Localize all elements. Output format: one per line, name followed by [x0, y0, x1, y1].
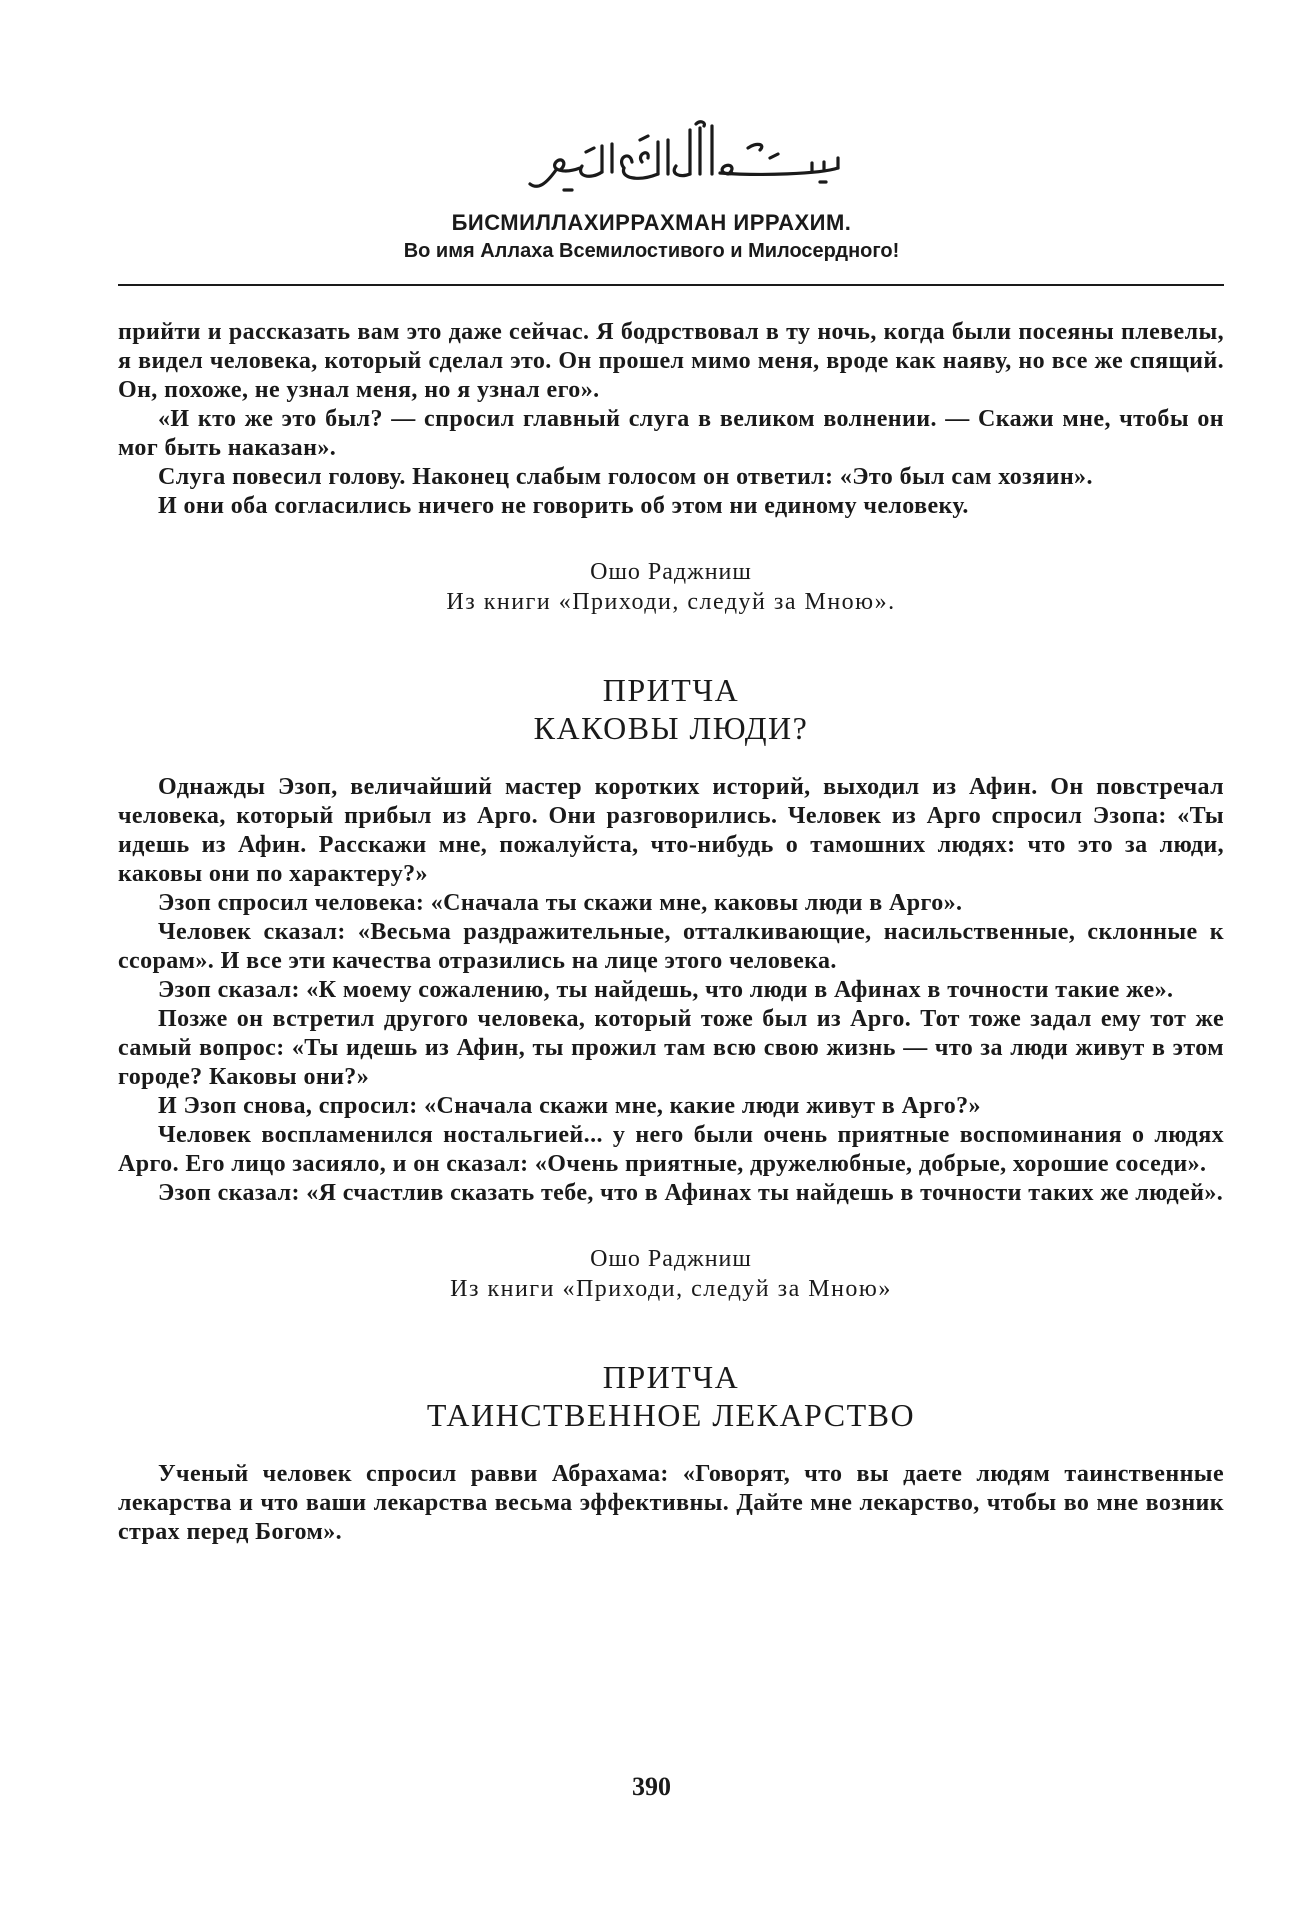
paragraph: Человек воспламенился ностальгией... у него были очень приятные воспоминания о людях Арго. Его лицо засияло, и он сказал: «Очень приятные, дружелюбные, добрые, хорошие соседи». [118, 1122, 1224, 1177]
calligraphy-logo [520, 118, 860, 198]
page-number: 390 [632, 1772, 671, 1801]
paragraph: Человек сказал: «Весьма раздражительные, отталкивающие, насильственные, склонные к ссорам». И все эти качества отразились на лице этого человека. [118, 919, 1224, 974]
section-heading: ПРИТЧА [602, 1359, 740, 1395]
attribution-book: Из книги «Приходи, следуй за Мною». [446, 589, 896, 615]
paragraph: Эзоп сказал: «Я счастлив сказать тебе, что в Афинах ты найдешь в точности таких же людей». [158, 1180, 1224, 1206]
paragraph: Эзоп сказал: «К моему сожалению, ты найдешь, что люди в Афинах в точности такие же». [158, 977, 1174, 1003]
attribution-book: Из книги «Приходи, следуй за Мною» [450, 1276, 892, 1302]
paragraph: Эзоп спросил человека: «Сначала ты скажи мне, каковы люди в Арго». [158, 890, 963, 916]
attribution-author: Ошо Раджниш [590, 559, 752, 585]
bismillah-calligraphy [520, 118, 860, 198]
section-heading: ТАИНСТВЕННОЕ ЛЕКАРСТВО [426, 1397, 916, 1433]
paragraph: Однажды Эзоп, величайший мастер коротких историй, выходил из Афин. Он повстречал человека, который прибыл из Арго. Они разговорились. Человек из Арго спросил Эзопа: «Ты идешь из Афин. Расскажи мне, пожалуйста, что-нибудь о тамошних людях: что это за люди, каковы они по характеру?» [118, 774, 1224, 887]
section-heading: КАКОВЫ ЛЮДИ? [533, 710, 809, 746]
bismillah-title: БИСМИЛЛАХИРРАХМАН ИРРАХИМ. [451, 210, 852, 235]
section-heading: ПРИТЧА [602, 672, 740, 708]
bismillah-subtitle: Во имя Аллаха Всемилостивого и Милосердного! [403, 240, 900, 262]
paragraph: Слуга повесил голову. Наконец слабым голосом он ответил: «Это был сам хозяин». [158, 464, 1093, 490]
paragraph: Ученый человек спросил равви Абрахама: «Говорят, что вы даете людям таинственные лекарства и что ваши лекарства весьма эффективны. Дайте мне лекарство, чтобы во мне возник страх перед Богом». [118, 1461, 1224, 1545]
attribution-author: Ошо Раджниш [590, 1246, 752, 1272]
attribution [118, 557, 1224, 617]
attribution [118, 1244, 1224, 1304]
page-body [118, 318, 1224, 1547]
paragraph: Позже он встретил другого человека, который тоже был из Арго. Тот тоже задал ему тот же самый вопрос: «Ты идешь из Афин, ты прожил там всю свою жизнь — что за люди живут в этом городе? Каковы они?» [118, 1006, 1224, 1090]
paragraph: прийти и рассказать вам это даже сейчас. Я бодрствовал в ту ночь, когда были посеяны плевелы, я видел человека, который сделал это. Он прошел мимо меня, вроде как наяву, но все же спящий. Он, похоже, не узнал меня, но я узнал его». [118, 319, 1224, 403]
paragraph: И Эзоп снова, спросил: «Сначала скажи мне, какие люди живут в Арго?» [158, 1093, 981, 1119]
header-divider [118, 284, 1224, 286]
paragraph: «И кто же это был? — спросил главный слуга в великом волнении. — Скажи мне, чтобы он мог быть наказан». [118, 406, 1224, 461]
paragraph: И они оба согласились ничего не говорить об этом ни единому человеку. [158, 493, 969, 519]
